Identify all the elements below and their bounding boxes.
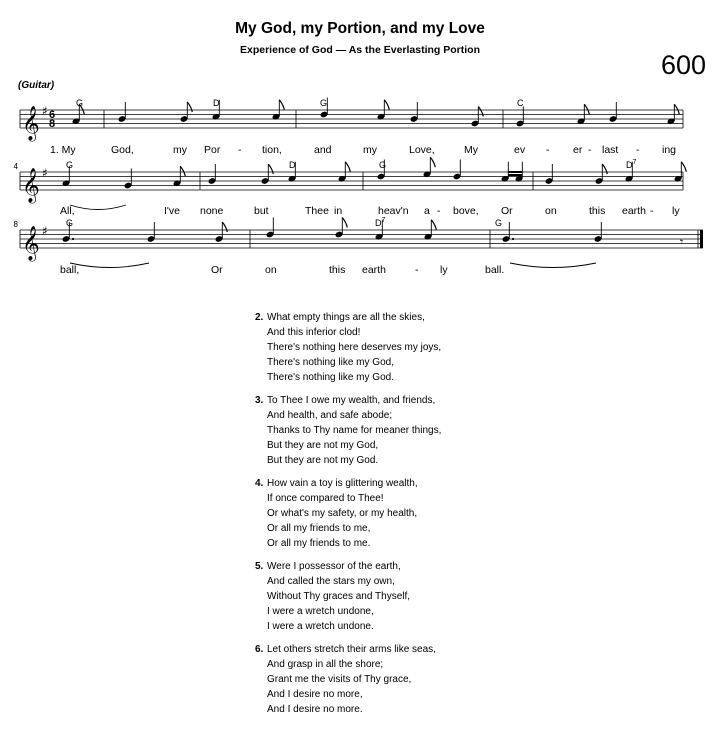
stanza-line: There's nothing like my God. [267, 372, 394, 384]
hymn-title: My God, my Portion, and my Love [235, 20, 485, 37]
treble-clef-icon: 𝄞 [22, 226, 40, 261]
lyric-syllable: earth [362, 264, 386, 276]
stanza-line: There's nothing here deserves my joys, [267, 342, 442, 354]
note-flag [180, 166, 185, 176]
instrument-label: (Guitar) [18, 80, 55, 91]
stanza-line: Without Thy graces and Thyself, [267, 591, 411, 603]
lyric-syllable: Thee [305, 205, 329, 217]
lyric-syllable: tion, [262, 144, 282, 156]
stanza-line: And called the stars my own, [267, 576, 395, 587]
note-flag [187, 102, 192, 112]
lyric-syllable: and [314, 144, 332, 156]
lyric-syllable: Por [204, 144, 221, 156]
measure-number: 8 [13, 220, 18, 229]
hymn-subtitle: Experience of God — As the Everlasting Portion [240, 44, 480, 56]
lyric-syllable: - [415, 264, 419, 276]
chord-symbol: G [495, 218, 503, 228]
note-flag [279, 100, 284, 110]
key-signature-sharp-icon: ♯ [42, 104, 48, 118]
stanza-line: And I desire no more. [267, 704, 363, 716]
lyric-syllable: My [464, 144, 478, 156]
note-flag [345, 162, 350, 172]
stanza [255, 642, 441, 717]
lyric-syllable: my [173, 144, 187, 156]
lyric-syllable: - [636, 144, 640, 156]
stanza-number: 3. [255, 394, 264, 406]
tie [70, 205, 126, 210]
stanza-line: There's nothing like my God, [267, 357, 394, 369]
lyric-syllable: ball, [60, 264, 80, 276]
lyric-syllable: a [424, 205, 430, 217]
treble-clef-icon: 𝄞 [22, 168, 40, 203]
lyric-syllable: but [254, 205, 269, 217]
stanza-line: But they are not my God. [267, 455, 379, 467]
lyric-syllable: Or [211, 264, 223, 276]
chord-symbol: C [517, 98, 524, 108]
lyric-syllable: in [334, 205, 343, 217]
stanza-number: 4. [255, 477, 264, 489]
stanza-line: Or what's my safety, or my health, [267, 508, 418, 520]
lyric-syllable: ball. [485, 264, 505, 276]
note-flag [430, 157, 435, 167]
stanza-line: What empty things are all the skies, [267, 312, 425, 323]
chord-symbol: $D^7$ [375, 217, 386, 228]
note-flag [268, 164, 273, 174]
note-flag [674, 104, 679, 114]
stanza-number: 2. [255, 312, 264, 323]
lyric-syllable: ing [662, 144, 677, 156]
stanza-line: I were a wretch undone. [267, 621, 374, 633]
lyric-syllable: All, [60, 205, 75, 217]
stanza-line: To Thee I owe my wealth, and friends, [267, 394, 436, 406]
note-flag [342, 218, 347, 228]
stanza-line: And health, and safe abode; [267, 410, 393, 422]
lyric-syllable: 1. My [50, 144, 76, 156]
stanza-line: Were I possessor of the earth, [267, 560, 401, 572]
stanza-line: And this inferior clod! [267, 327, 361, 339]
note-flag [681, 162, 686, 172]
stanza-line: Let others stretch their arms like seas, [267, 643, 436, 655]
eighth-rest-icon: 𝄾 [680, 235, 684, 249]
lyric-syllable: my [363, 144, 377, 156]
stanza-line: But they are not my God, [267, 440, 379, 452]
stanza-line: And I desire no more, [267, 689, 363, 701]
note-flag [431, 220, 436, 230]
music-score [0, 0, 720, 300]
stanzas [255, 310, 441, 725]
lyric-syllable: on [265, 264, 277, 276]
tie [510, 263, 596, 268]
lyric-syllable: - [588, 144, 592, 156]
treble-clef-icon: 𝄞 [22, 106, 40, 141]
stanza-line: Grant me the visits of Thy grace, [267, 674, 412, 686]
lyric-syllable: I've [164, 205, 181, 217]
time-signature-top: 6 [48, 109, 56, 121]
time-signature-bottom: 8 [48, 118, 56, 130]
lyric-syllable: heav'n [378, 205, 409, 217]
chord-symbol: D [289, 160, 296, 170]
note-flag [222, 222, 227, 232]
note-flag [478, 107, 483, 117]
lyric-syllable: Love, [409, 144, 435, 156]
stanza-line: Or all my friends to me, [267, 523, 371, 535]
note-flag [384, 100, 389, 110]
chord-symbol: G [66, 218, 74, 228]
lyric-syllable: last [602, 144, 619, 156]
chord-symbol: D [213, 98, 220, 108]
stanza [255, 310, 441, 385]
lyric-syllable: none [200, 205, 224, 217]
lyric-syllable: - [650, 205, 654, 217]
lyric-syllable: ev [514, 144, 526, 156]
lyric-syllable: - [437, 205, 441, 217]
stanza-number: 5. [255, 560, 264, 572]
stanza-line: I were a wretch undone, [267, 606, 374, 618]
lyric-syllable: this [589, 205, 606, 217]
chord-symbol: G [66, 160, 74, 170]
lyric-syllable: Or [501, 205, 513, 217]
lyric-syllable: on [545, 205, 557, 217]
lyric-syllable: God, [111, 144, 134, 156]
stanza-line: Thanks to Thy name for meaner things, [267, 425, 442, 437]
chord-symbol: G [379, 160, 387, 170]
tie [70, 263, 149, 268]
lyric-syllable: bove, [453, 205, 479, 217]
note-dot [72, 238, 74, 240]
lyric-syllable: ly [440, 264, 448, 276]
lyric-syllable: - [546, 144, 550, 156]
stanza [255, 393, 441, 468]
lyric-syllable: earth [622, 205, 646, 217]
stanza-line: Or all my friends to me. [267, 538, 371, 550]
lyric-syllable: er [573, 144, 583, 156]
chord-symbol: G [76, 98, 84, 108]
stanza-line: If once compared to Thee! [267, 493, 384, 505]
note-flag [602, 164, 607, 174]
stanza-line: How vain a toy is glittering wealth, [267, 477, 418, 489]
chord-symbol: $D^7$ [626, 159, 637, 170]
stanza-number: 6. [255, 643, 264, 655]
stanza-line: And grasp in all the shore; [267, 658, 384, 670]
measure-number: 4 [13, 162, 18, 171]
final-barline [700, 230, 703, 248]
note-dot [512, 238, 514, 240]
key-signature-sharp-icon: ♯ [42, 166, 48, 180]
lyric-syllable: - [238, 144, 242, 156]
chord-symbol: G [320, 98, 328, 108]
key-signature-sharp-icon: ♯ [42, 224, 48, 238]
lyric-syllable: this [329, 264, 346, 276]
stanza [255, 476, 441, 551]
note-flag [584, 104, 589, 114]
stanza [255, 559, 441, 634]
hymn-number: 600 [660, 50, 706, 80]
lyric-syllable: ly [672, 205, 680, 217]
